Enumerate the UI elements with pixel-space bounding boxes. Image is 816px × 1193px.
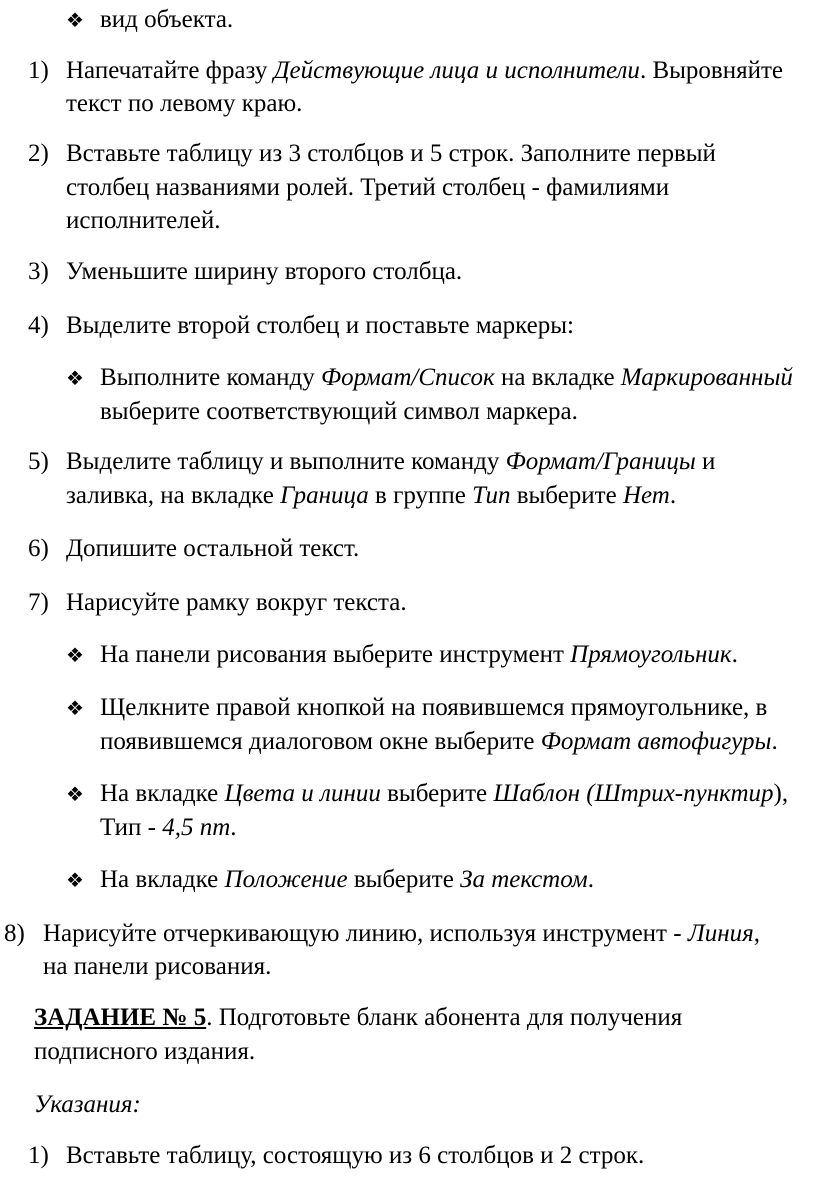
list-number: 3) — [28, 258, 49, 285]
bullet-icon: ❖ — [66, 782, 84, 806]
list-number: 6) — [28, 535, 49, 562]
italic-term: Нет — [622, 482, 670, 509]
text: На панели рисования выберите инструмент — [100, 641, 571, 668]
text: . Выровняйте — [639, 57, 783, 84]
list-item-4: Выделите второй столбец и поставьте маркеры: — [66, 312, 574, 339]
text: . — [669, 482, 677, 509]
italic-term: Шаблон (Штрих-пунктир — [493, 780, 774, 807]
task-label: ЗАДАНИЕ № 5 — [34, 1004, 207, 1031]
bullet-icon: ❖ — [66, 366, 84, 390]
sub-item — [100, 778, 788, 810]
text: На вкладке — [100, 780, 225, 807]
text: . — [771, 728, 778, 755]
text: . — [587, 866, 594, 893]
text: выберите — [347, 866, 461, 893]
text: . Подготовьте бланк абонента для получения — [206, 1004, 683, 1031]
sub-item — [100, 639, 738, 671]
text-line — [100, 812, 237, 844]
list-item-2: Вставьте таблицу из 3 столбцов и 5 строк. Заполните первый — [66, 140, 716, 167]
text-line: исполнителей. — [66, 207, 221, 234]
list-item-8 — [43, 918, 760, 950]
text-line: столбец названиями ролей. Третий столбец - фамилиями — [66, 174, 670, 201]
list-number: 2) — [28, 140, 49, 167]
list-number: 8) — [4, 920, 25, 947]
text: ), — [773, 780, 789, 807]
text-line: вид объекта. — [100, 6, 234, 33]
text: . — [230, 814, 237, 841]
italic-term: Действующие лица и исполнители — [273, 57, 640, 84]
list-item-3: Уменьшите ширину второго столбца. — [66, 258, 463, 285]
italic-term: Положение — [224, 866, 348, 893]
list-number: 4) — [28, 312, 49, 339]
text: Тип - — [100, 814, 163, 841]
text: появившемся диалоговом окне выберите — [100, 728, 541, 755]
list-number: 7) — [28, 589, 49, 616]
bullet-icon: ❖ — [66, 643, 84, 667]
list-item-6: Допишите остальной текст. — [66, 535, 360, 562]
text: Выделите таблицу и выполните команду — [66, 448, 506, 475]
text-line — [100, 726, 778, 758]
text: . — [731, 641, 738, 668]
list-item-7: Нарисуйте рамку вокруг текста. — [66, 589, 407, 616]
list-item-1 — [66, 55, 783, 87]
text-line: текст по левому краю. — [66, 90, 303, 117]
text: и — [695, 448, 716, 475]
italic-term: Формат/Границы — [505, 448, 696, 475]
text-line — [66, 480, 676, 512]
text-line: на панели рисования. — [43, 953, 272, 980]
text: выберите — [380, 780, 494, 807]
bullet-icon: ❖ — [66, 696, 84, 720]
list-number: 1) — [28, 57, 49, 84]
italic-term: Линия — [687, 920, 754, 947]
text: Напечатайте фразу — [66, 57, 274, 84]
bullet-icon: ❖ — [66, 8, 84, 32]
italic-term: Формат автофигуры — [540, 728, 772, 755]
text: на вкладке — [494, 364, 621, 391]
text: Выполните команду — [100, 364, 322, 391]
text: На вкладке — [100, 866, 225, 893]
list-number: 1) — [28, 1142, 49, 1169]
sub-item — [100, 362, 793, 394]
list-number: 5) — [28, 448, 49, 475]
task-item-1: Вставьте таблицу, состоящую из 6 столбцов и 2 строк. — [66, 1142, 645, 1169]
text: , — [753, 920, 761, 947]
task-heading — [34, 1002, 682, 1034]
list-item-5 — [66, 446, 715, 478]
sub-item: Щелкните правой кнопкой на появившемся прямоугольнике, в — [100, 694, 768, 721]
italic-term: Тип — [472, 482, 511, 509]
italic-term: Прямоугольник — [570, 641, 732, 668]
italic-term: Граница — [280, 482, 369, 509]
bullet-icon: ❖ — [66, 868, 84, 892]
text: заливка, на вкладке — [66, 482, 281, 509]
hint-label — [34, 1089, 141, 1121]
sub-item — [100, 864, 594, 896]
text: выберите — [510, 482, 623, 509]
italic-term: Цвета и линии — [224, 780, 381, 807]
text-line: выберите соответствующий символ маркера. — [100, 398, 578, 425]
italic-term: За текстом — [460, 866, 588, 893]
text: в группе — [368, 482, 473, 509]
italic-term: Формат/Список — [321, 364, 495, 391]
italic-term: 4,5 пт — [162, 814, 231, 841]
text-line: подписного издания. — [34, 1038, 256, 1065]
italic-term: Маркированный — [620, 364, 793, 391]
italic-term: Указания: — [34, 1091, 141, 1118]
text: Нарисуйте отчеркивающую линию, используя инструмент - — [43, 920, 688, 947]
